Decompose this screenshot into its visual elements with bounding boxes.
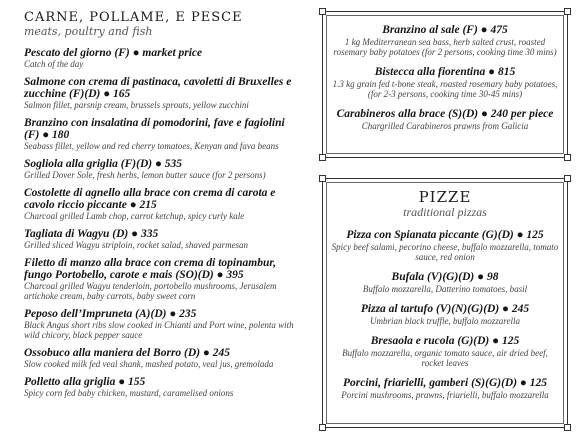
item-name: Filetto di manzo alla brace con crema di topinambur, fungo Portobello, carote e mais (SO)(D) ● 395 [24,257,277,281]
pizze-list [331,188,559,409]
item-name: Bistecca alla fiorentina ● 815 [374,66,516,78]
pizze-subtitle: traditional pizzas [403,205,487,219]
item-name: Tagliata di Wagyu (D) ● 335 [24,228,159,240]
menu-item [24,257,302,301]
item-name: Ossobuco alla maniera del Borro (D) ● 245 [24,347,230,359]
item-name: Bresaola e rucola (G)(D) ● 125 [370,335,520,347]
item-desc: Grilled sliced Wagyu striploin, rocket salad, shaved parmesan [24,240,249,250]
item-desc: Grilled Dover Sole, fresh herbs, lemon butter sauce (for 2 persons) [24,170,266,180]
menu-item [331,24,559,57]
section-subtitle: meats, poultry and fish [24,25,153,38]
menu-item [331,271,559,294]
item-name: Costolette di agnello alla brace con crema di carota e cavolo riccio piccante ● 215 [24,187,276,211]
menu-item [331,108,559,131]
specials-box [322,11,568,158]
item-desc: 1 kg Mediterranean sea bass, herb salted crust, roasted rosemary baby potatoes (for 2 persons, cooking time 30 mins) [333,37,557,57]
menu-item [24,47,302,69]
item-desc: Spicy beef salami, pecorino cheese, buffalo mozzarella, tomato sauce, red onion [331,242,559,262]
item-desc: Black Angus short ribs slow cooked in Chianti and Port wine, polenta with wild chicory, black pepper sauce [24,320,294,340]
menu-item [24,376,302,398]
menu-item [331,229,559,262]
item-desc: Buffalo mozzarella, organic tomato sauce, air dried beef, rocket leaves [342,348,548,368]
corner-ornament [319,424,326,431]
corner-ornament [564,154,571,161]
pizze-box [322,178,568,428]
corner-ornament [319,175,326,182]
item-name: Porcini, friarielli, gamberi (S)(G)(D) ● 125 [342,377,548,389]
menu-item [24,347,302,369]
item-desc: Salmon fillet, parsnip cream, brussels sprouts, yellow zucchini [24,100,249,110]
item-desc: Catch of the day [24,59,84,69]
corner-ornament [564,175,571,182]
item-desc: Charcoal grilled Wagyu tenderloin, portobello mushrooms, Jerusalem artichoke cream, baby carrots, baby sweet corn [24,281,277,301]
item-desc: 1.3 kg grain fed t-bone steak, roasted rosemary baby potatoes, (for 2-3 persons, cooking time 30-45 mins) [332,79,558,99]
section-title: CARNE, POLLAME, E PESCE [24,10,243,25]
item-name: Salmone con crema di pastinaca, cavoletti di Bruxelles e zucchine (F)(D) ● 165 [24,76,292,100]
specials-list [331,24,559,140]
item-name: Pescato del giorno (F) ● market price [24,47,203,59]
meats-section [24,10,302,405]
corner-ornament [564,424,571,431]
menu-item [331,377,559,400]
item-name: Branzino al sale (F) ● 475 [382,24,508,36]
item-desc: Charcoal grilled Lamb chop, carrot ketchup, spicy curly kale [24,211,245,221]
item-name: Bufala (V)(G)(D) ● 98 [391,271,499,283]
menu-item [331,303,559,326]
item-name: Carabineros alla brace (S)(D) ● 240 per piece [336,108,554,120]
item-name: Pizza con Spianata piccante (G)(D) ● 125 [346,229,544,241]
item-desc: Seabass fillet, yellow and red cherry tomatoes, Kenyan and fava beans [24,141,279,151]
item-desc: Slow cooked milk fed veal shank, mashed potato, veal jus, gremolada [24,359,274,369]
item-desc: Buffalo mozzarella, Datterino tomatoes, basil [362,284,528,294]
menu-item [24,187,302,221]
corner-ornament [319,154,326,161]
item-desc: Spicy corn fed baby chicken, mustard, caramelised onions [24,388,234,398]
corner-ornament [564,8,571,15]
menu-item [331,335,559,368]
pizze-title: PIZZE [418,188,472,206]
item-desc: Chargrilled Carabineros prawns from Galicia [361,121,529,131]
menu-item [24,158,302,180]
item-name: Sogliola alla griglia (F)(D) ● 535 [24,158,183,170]
menu-item [24,228,302,250]
item-name: Polletto alla griglia ● 155 [24,376,146,388]
menu-item [24,308,302,340]
corner-ornament [319,8,326,15]
item-desc: Umbrian black truffle, buffalo mozzarella [370,316,520,326]
menu-item [24,76,302,110]
item-name: Branzino con insalatina di pomodorini, fave e fagiolini (F) ● 180 [24,117,285,141]
item-desc: Porcini mushrooms, prawns, friarielli, buffalo mozzarella [341,390,549,400]
item-name: Pizza al tartufo (V)(N)(G)(D) ● 245 [360,303,530,315]
item-name: Peposo dell’Impruneta (A)(D) ● 235 [24,308,197,320]
menu-item [331,66,559,99]
menu-item [24,117,302,151]
